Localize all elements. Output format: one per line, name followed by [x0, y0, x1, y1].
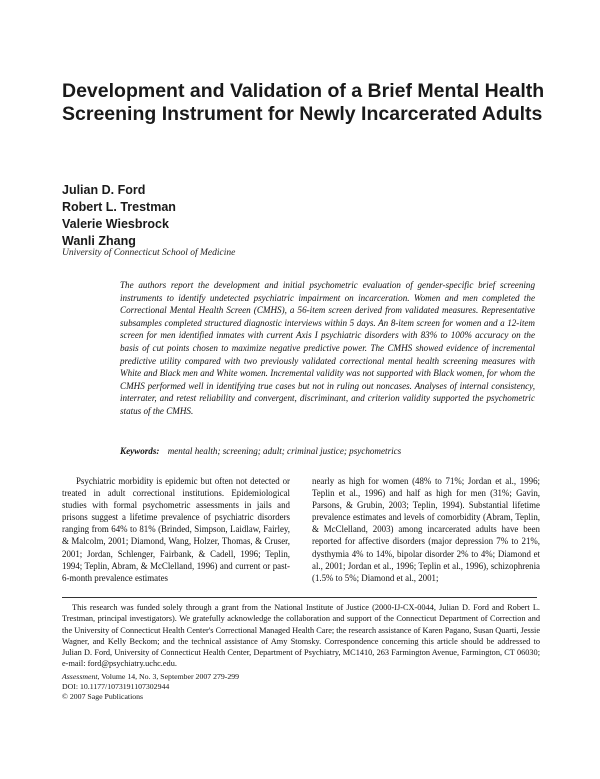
author-name: Robert L. Trestman	[62, 200, 176, 214]
body-text	[62, 475, 540, 590]
keywords-label: Keywords:	[120, 446, 160, 456]
keywords	[120, 446, 540, 456]
body-column-right: nearly as high for women (48% to 71%; Jordan et al., 1996; Teplin et al., 1996) and half as high for men (31%; Gavin, Parsons, & Grubin, 2003; Teplin, 1994). Substantial lifetime prevalence estimates and levels of comorbidity (Abram, Teplin, & McClelland, 2003) among incarcerated adults have been reported for affective disorders (major depression 7% to 21%, dysthymia 4% to 14%, bipolar disorder 2% to 4%; Diamond et al., 2001; Jordan et al., 1996; Teplin et al., 1996), schizophrenia (1.5% to 5%; Diamond et al., 2001;	[312, 476, 540, 583]
keywords-values: mental health; screening; adult; criminal justice; psychometrics	[167, 446, 402, 456]
author-name: Wanli Zhang	[62, 234, 136, 248]
author-name: Julian D. Ford	[62, 183, 146, 197]
journal-name: Assessment,	[62, 672, 100, 681]
journal-copyright: © 2007 Sage Publications	[62, 692, 144, 701]
footnote-divider	[62, 597, 537, 598]
journal-issue: Volume 14, No. 3, September 2007 279-299	[101, 672, 240, 681]
author-name: Valerie Wiesbrock	[62, 217, 169, 231]
abstract: The authors report the development and initial psychometric evaluation of gender-specific brief screening instruments to identify undetected psychiatric impairment on incarceration. Women and men completed the Correctional Mental Health Screen (CMHS), a 56-item screen derived from validated measures. Representative subsamples completed structured diagnostic interviews within 5 days. An 8-item screen for women and a 12-item screen for men identified inmates with current Axis I psychiatric disorders with 83% to 100% accuracy on the basis of cut points chosen to maximize negative predictive power. The CMHS showed evidence of incremental predictive utility compared with two previously validated correctional mental health screening measures with White and Black men and White women. Incremental validity was not supported with Black women, for whom the CMHS performed well in identifying true cases but not in ruling out noncases. Analyses of internal consistency, interrater, and retest reliability and convergent, discriminant, and criterion validity supported the psychometric status of the CMHS.	[120, 280, 535, 416]
body-column-left: Psychiatric morbidity is epidemic but often not detected or treated in adult correctional institutions. Epidemiological studies with formal psychometric assessments in jails and prisons suggest a lifetime prevalence of psychiatric disorders ranging from 64% to 81% (Brinded, Simpson, Laidlaw, Fairley, & Malcolm, 2001; Diamond, Wang, Holzer, Thomas, & Cruser, 2001; Jordan, Schlenger, Fairbank, & Cadell, 1996; Teplin, 1994; Teplin, Abram, & McClelland, 1996) and current or past-6-month prevalence estimates	[62, 476, 290, 583]
journal-citation	[62, 672, 540, 682]
author-note: This research was funded solely through a grant from the National Institute of Justice (2000-IJ-CX-0044, Julian D. Ford and Robert L. Trestman, principal investigators). We gratefully acknowledge the collaboration and support of the Connecticut Department of Correction and the University of Connecticut Health Center's Correctional Managed Health Care; the research assistance of Karen Pagano, Susan Quarti, Jessie Wagner, and Kelly Beckom; and the technical assistance of Amy Stomsky. Correspondence concerning this article should be addressed to Julian D. Ford, University of Connecticut Health Center, Department of Psychiatry, MC1410, 263 Farmington Avenue, Farmington, CT 06030; e-mail: ford@psychiatry.uchc.edu.	[62, 603, 540, 669]
journal-doi: DOI: 10.1177/1073191107302944	[62, 682, 170, 691]
author-list	[62, 182, 462, 250]
article-title: Development and Validation of a Brief Mental Health Screening Instrument for Newly Incarcerated Adults	[62, 80, 545, 125]
author-affiliation: University of Connecticut School of Medicine	[62, 248, 236, 258]
journal-info	[62, 672, 540, 702]
